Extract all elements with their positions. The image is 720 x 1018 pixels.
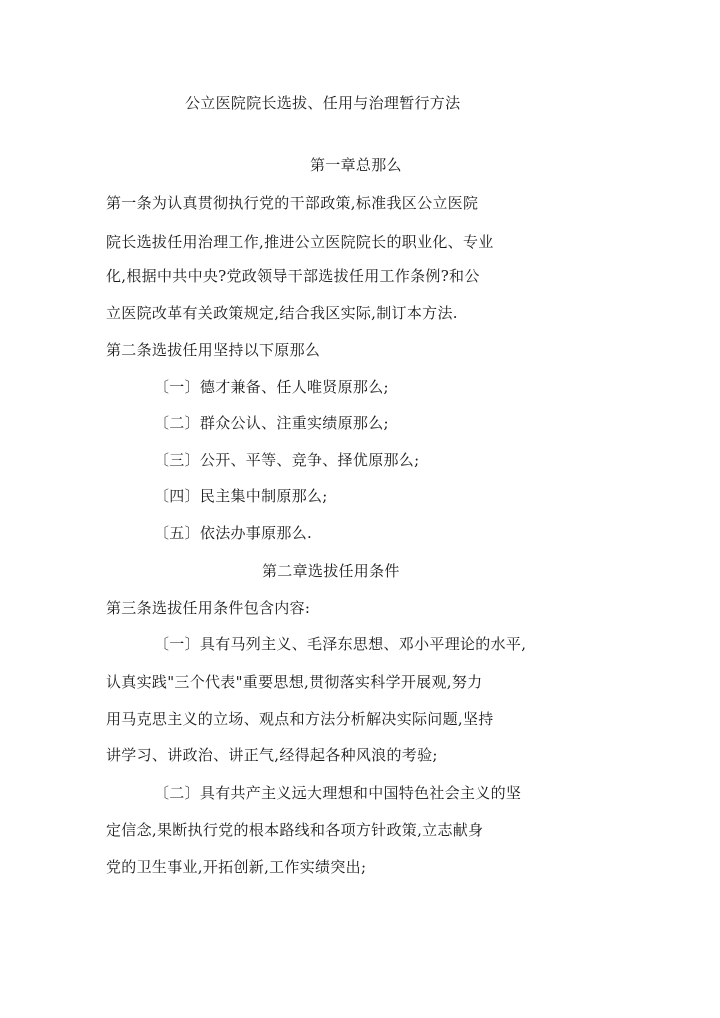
item-1-line-1: 〔一〕具有马列主义、毛泽东思想、邓小平理论的水平, bbox=[154, 635, 527, 653]
principle-5: 〔五〕依法办事原那么. bbox=[154, 524, 313, 542]
item-2-line-2: 定信念,果断执行党的根本路线和各项方针政策,立志献身 bbox=[106, 821, 484, 839]
principle-3: 〔三〕公开、平等、竞争、择优原那么; bbox=[154, 451, 420, 469]
principle-4: 〔四〕民主集中制原那么; bbox=[154, 487, 328, 505]
article-1-line-1: 第一条为认真贯彻执行党的干部政策,标准我区公立医院 bbox=[106, 194, 479, 212]
item-2-line-1: 〔二〕具有共产主义远大理想和中国特色社会主义的坚 bbox=[154, 784, 522, 802]
item-1-line-3: 用马克思主义的立场、观点和方法分析解决实际问题,坚持 bbox=[106, 710, 494, 728]
item-1-line-2: 认真实践"三个代表"重要思想,贯彻落实科学开展观,努力 bbox=[106, 673, 483, 691]
chapter-2-heading: 第二章选拔任用条件 bbox=[262, 562, 400, 580]
article-1-line-3: 化,根据中共中央?党政领导干部选拔任用工作条例?和公 bbox=[106, 267, 480, 285]
item-1-line-4: 讲学习、讲政治、讲正气,经得起各种风浪的考验; bbox=[106, 746, 438, 764]
principle-1: 〔一〕德才兼备、任人唯贤原那么; bbox=[154, 378, 389, 396]
item-2-line-3: 党的卫生事业,开拓创新,工作实绩突出; bbox=[106, 858, 367, 876]
chapter-1-heading: 第一章总那么 bbox=[310, 156, 402, 174]
document-title: 公立医院院长选拔、任用与治理暂行方法 bbox=[185, 94, 461, 112]
article-3: 第三条选拔任用条件包含内容: bbox=[106, 599, 311, 617]
article-1-line-4: 立医院改革有关政策规定,结合我区实际,制订本方法. bbox=[106, 304, 458, 322]
article-2: 第二条选拔任用坚持以下原那么 bbox=[106, 341, 321, 359]
principle-2: 〔二〕群众公认、注重实绩原那么; bbox=[154, 414, 389, 432]
article-1-line-2: 院长选拔任用治理工作,推进公立医院院长的职业化、专业 bbox=[106, 233, 494, 251]
